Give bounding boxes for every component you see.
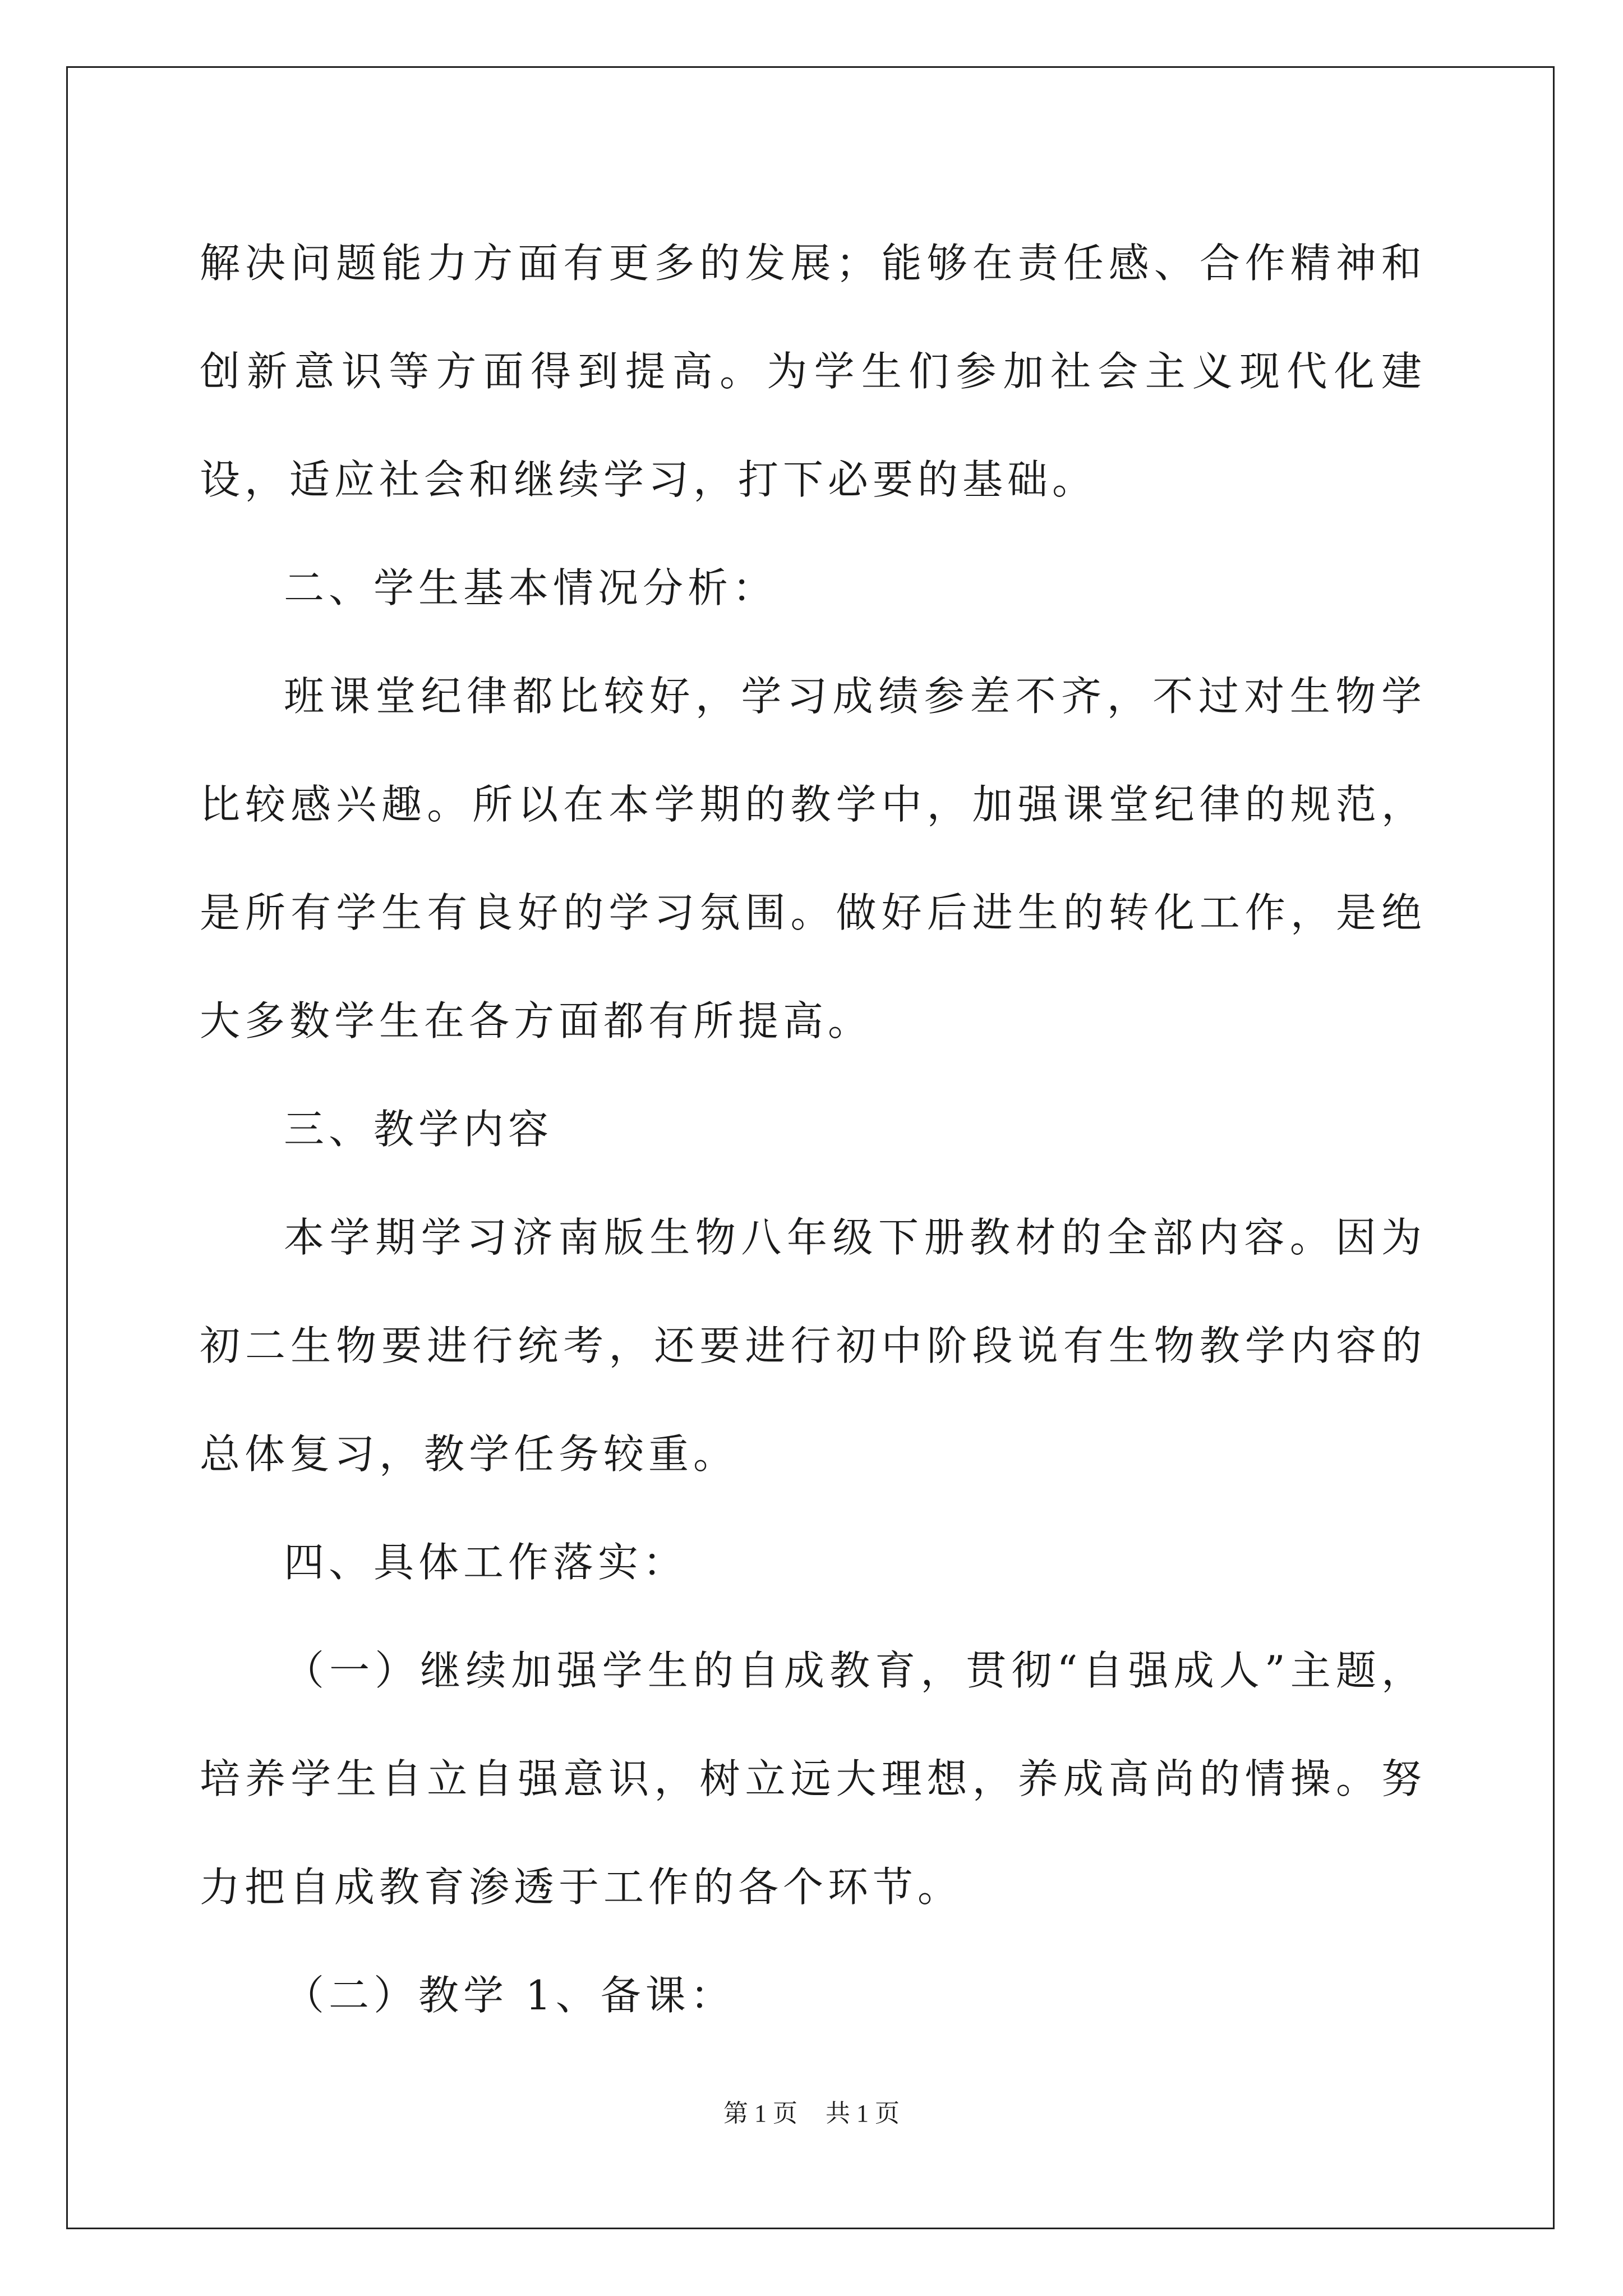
heading-student-analysis: 二、学生基本情况分析： <box>284 564 778 611</box>
paragraph-lesson-prep: （二）教学 1、备课： <box>284 1972 735 2019</box>
heading-teaching-content: 三、教学内容 <box>284 1106 554 1153</box>
page-footer <box>0 2097 1623 2131</box>
paragraph-1: 解决问题能力方面有更多的发展；能够在责任感、合作精神和创新意识等方面得到提高。为学生们参加社会主义现代化建设，适应社会和继续学习，打下必要的基础。 <box>200 240 1426 503</box>
page-number-current: 第 1 页 <box>723 2100 797 2127</box>
paragraph-self-education: （一）继续加强学生的自成教育，贯彻“自强成人”主题，培养学生自立自强意识，树立远大理想，养成高尚的情操。努力把自成教育渗透于工作的各个环节。 <box>200 1647 1426 1911</box>
document-body <box>200 209 1426 2050</box>
page-number-total: 共 1 页 <box>826 2100 900 2127</box>
paragraph-student-analysis: 班课堂纪律都比较好，学习成绩参差不齐，不过对生物学比较感兴趣。所以在本学期的教学中，加强课堂纪律的规范，是所有学生有良好的学习氛围。做好后进生的转化工作，是绝大多数学生在各方面都有所提高。 <box>200 673 1426 1045</box>
paragraph-teaching-content: 本学期学习济南版生物八年级下册教材的全部内容。因为初二生物要进行统考，还要进行初中阶段说有生物教学内容的总体复习，教学任务较重。 <box>200 1214 1426 1478</box>
heading-work-implementation: 四、具体工作落实： <box>284 1539 688 1586</box>
